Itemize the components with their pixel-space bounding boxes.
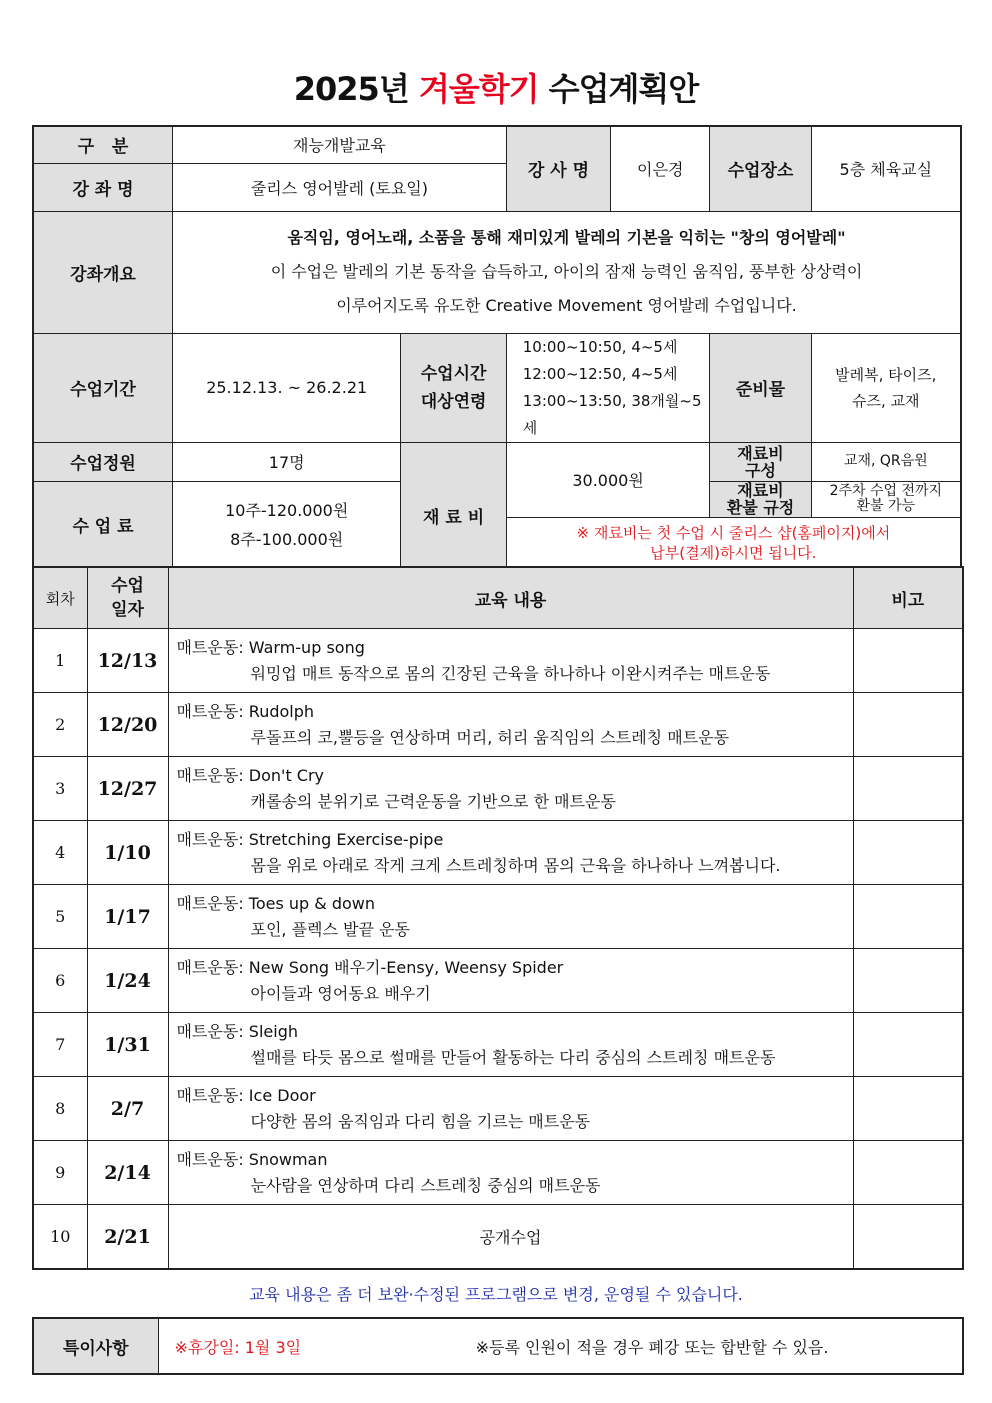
header-date	[87, 567, 168, 629]
supplies-line-1: 발레복, 타이즈,	[835, 365, 937, 384]
session-number: 9	[33, 1141, 87, 1205]
material-composition-label	[710, 442, 811, 481]
supplies-line-2: 슈즈, 교재	[852, 391, 920, 410]
time-label	[401, 333, 506, 442]
session-remarks	[853, 885, 963, 949]
table-row	[33, 1077, 963, 1141]
schedule-header	[33, 567, 963, 629]
course-label: 강 좌 명	[33, 163, 173, 211]
session-remarks	[853, 757, 963, 821]
session-number: 2	[33, 693, 87, 757]
session-remarks	[853, 949, 963, 1013]
title-season: 겨울학기	[418, 70, 539, 108]
time-slot: 12:00~12:50, 4~5세	[522, 364, 678, 383]
material-composition-label-1: 재료비	[737, 443, 784, 463]
content-desc: 다양한 몸의 움직임과 다리 힘을 기르는 매트운동	[250, 1111, 591, 1131]
session-remarks	[853, 1141, 963, 1205]
location-label: 수업장소	[710, 126, 811, 211]
table-row	[33, 1013, 963, 1077]
supplies-value	[811, 333, 961, 442]
refund-label-1: 재료비	[737, 481, 784, 500]
cancellation-notice: ※등록 인원이 적을 경우 폐강 또는 합반할 수 있음.	[475, 1337, 829, 1357]
tuition-line-1: 10주-120.000원	[225, 500, 349, 520]
session-content	[168, 949, 853, 1013]
overview-line-2: 이 수업은 발레의 기본 동작을 습득하고, 아이의 잠재 능력인 움직임, 풍부한 상상력이	[270, 262, 863, 281]
header-remarks: 비고	[853, 567, 963, 629]
session-content	[168, 629, 853, 693]
content-desc: 포인, 플렉스 발끝 운동	[250, 919, 410, 939]
content-title: 매트운동: Rudolph	[176, 701, 315, 721]
table-row	[33, 885, 963, 949]
session-content	[168, 757, 853, 821]
overview-line-3: 이루어지도록 유도한 Creative Movement 영어발레 수업입니다.	[336, 296, 797, 315]
refund-line-1: 2주차 수업 전까지	[829, 483, 943, 499]
session-date: 1/10	[87, 821, 168, 885]
title-suffix: 수업계획안	[548, 70, 699, 108]
session-date: 12/20	[87, 693, 168, 757]
session-content	[168, 693, 853, 757]
time-label-2: 대상연령	[420, 391, 487, 412]
special-notes-content	[158, 1318, 963, 1374]
time-slot: 13:00~13:50, 38개월~5세	[522, 391, 702, 437]
overview-text	[173, 211, 962, 333]
course-info-table	[32, 125, 962, 570]
session-remarks	[853, 821, 963, 885]
overview-label: 강좌개요	[33, 211, 173, 333]
table-row	[33, 821, 963, 885]
time-label-1: 수업시간	[420, 363, 487, 384]
content-title: 매트운동: Don't Cry	[176, 765, 325, 785]
session-content	[168, 1077, 853, 1141]
material-fee-value: 30.000원	[506, 442, 710, 517]
session-number: 8	[33, 1077, 87, 1141]
course-value: 줄리스 영어발레 (토요일)	[173, 163, 507, 211]
program-change-note: 교육 내용은 좀 더 보완·수정된 프로그램으로 변경, 운영될 수 있습니다.	[249, 1285, 743, 1304]
session-date: 2/14	[87, 1141, 168, 1205]
session-date: 2/7	[87, 1077, 168, 1141]
category-value: 재능개발교육	[173, 126, 507, 163]
content-title: 매트운동: Warm-up song	[176, 637, 365, 657]
content-desc: 눈사람을 연상하며 다리 스트레칭 중심의 매트운동	[250, 1175, 601, 1195]
session-number: 10	[33, 1205, 87, 1270]
page-title	[0, 64, 992, 110]
table-row	[33, 629, 963, 693]
content-desc: 몸을 위로 아래로 작게 크게 스트레칭하며 몸의 근육을 하나하나 느껴봅니다.	[250, 855, 781, 875]
tuition-line-2: 8주-100.000원	[230, 529, 344, 549]
period-value: 25.12.13. ~ 26.2.21	[173, 333, 401, 442]
session-remarks	[853, 1205, 963, 1270]
session-number: 5	[33, 885, 87, 949]
session-date: 12/13	[87, 629, 168, 693]
session-remarks	[853, 629, 963, 693]
overview-line-1: 움직임, 영어노래, 소품을 통해 재미있게 발레의 기본을 익히는 "창의 영어발레"	[287, 228, 846, 247]
table-row	[33, 693, 963, 757]
content-title: 매트운동: Toes up & down	[176, 893, 376, 913]
refund-line-2: 환불 가능	[856, 498, 916, 514]
material-payment-note	[506, 517, 961, 569]
schedule-table	[32, 566, 964, 1270]
material-composition-value: 교재, QR음원	[811, 442, 961, 481]
session-remarks	[853, 1077, 963, 1141]
refund-policy-label	[710, 481, 811, 517]
content-title: 매트운동: Snowman	[176, 1149, 328, 1169]
table-row	[33, 757, 963, 821]
material-note-line-1: ※ 재료비는 첫 수업 시 줄리스 샵(홈페이지)에서	[576, 523, 891, 542]
content-title: 매트운동: New Song 배우기-Eensy, Weensy Spider	[176, 957, 564, 977]
table-row	[33, 949, 963, 1013]
material-composition-label-2: 구성	[745, 460, 776, 480]
header-content: 교육 내용	[168, 567, 853, 629]
content-desc: 썰매를 타듯 몸으로 썰매를 만들어 활동하는 다리 중심의 스트레칭 매트운동	[250, 1047, 776, 1067]
header-session: 회차	[33, 567, 87, 629]
location-value: 5층 체육교실	[811, 126, 961, 211]
session-content: 공개수업	[168, 1205, 853, 1270]
session-remarks	[853, 1013, 963, 1077]
capacity-value: 17명	[173, 442, 401, 481]
period-label: 수업기간	[33, 333, 173, 442]
refund-policy-value	[811, 481, 961, 517]
instructor-label: 강 사 명	[506, 126, 610, 211]
header-date-1: 수업	[111, 576, 144, 596]
refund-label-2: 환불 규정	[726, 498, 795, 517]
session-content	[168, 1141, 853, 1205]
content-desc: 루돌프의 코,뿔등을 연상하며 머리, 허리 움직임의 스트레칭 매트운동	[250, 727, 730, 747]
content-title: 매트운동: Ice Door	[176, 1085, 316, 1105]
session-date: 1/24	[87, 949, 168, 1013]
session-remarks	[853, 693, 963, 757]
session-number: 6	[33, 949, 87, 1013]
header-date-2: 일자	[111, 600, 144, 620]
content-desc: 워밍업 매트 동작으로 몸의 긴장된 근육을 하나하나 이완시켜주는 매트운동	[250, 663, 771, 683]
session-number: 7	[33, 1013, 87, 1077]
time-slot: 10:00~10:50, 4~5세	[522, 337, 678, 356]
special-notes-label: 특이사항	[33, 1318, 158, 1374]
session-number: 1	[33, 629, 87, 693]
session-date: 1/31	[87, 1013, 168, 1077]
title-year: 2025년	[293, 70, 409, 108]
content-title: 매트운동: Sleigh	[176, 1021, 298, 1041]
special-notes-table	[32, 1317, 964, 1375]
session-number: 3	[33, 757, 87, 821]
tuition-label: 수 업 료	[33, 481, 173, 569]
category-label: 구 분	[33, 126, 173, 163]
time-slots	[506, 333, 710, 442]
session-number: 4	[33, 821, 87, 885]
session-content	[168, 885, 853, 949]
table-row	[33, 1141, 963, 1205]
supplies-label: 준비물	[710, 333, 811, 442]
content-title: 매트운동: Stretching Exercise-pipe	[176, 829, 444, 849]
tuition-value	[173, 481, 401, 569]
content-desc: 캐롤송의 분위기로 근력운동을 기반으로 한 매트운동	[250, 791, 616, 811]
session-date: 1/17	[87, 885, 168, 949]
session-date: 12/27	[87, 757, 168, 821]
content-desc: 아이들과 영어동요 배우기	[250, 983, 431, 1003]
session-content	[168, 1013, 853, 1077]
material-fee-label: 재 료 비	[401, 442, 506, 569]
material-note-line-2: 납부(결제)하시면 됩니다.	[650, 543, 817, 562]
instructor-value: 이은경	[611, 126, 710, 211]
table-row	[33, 1205, 963, 1270]
session-date: 2/21	[87, 1205, 168, 1270]
capacity-label: 수업정원	[33, 442, 173, 481]
session-content	[168, 821, 853, 885]
holiday-notice: ※휴강일: 1월 3일	[174, 1337, 302, 1357]
